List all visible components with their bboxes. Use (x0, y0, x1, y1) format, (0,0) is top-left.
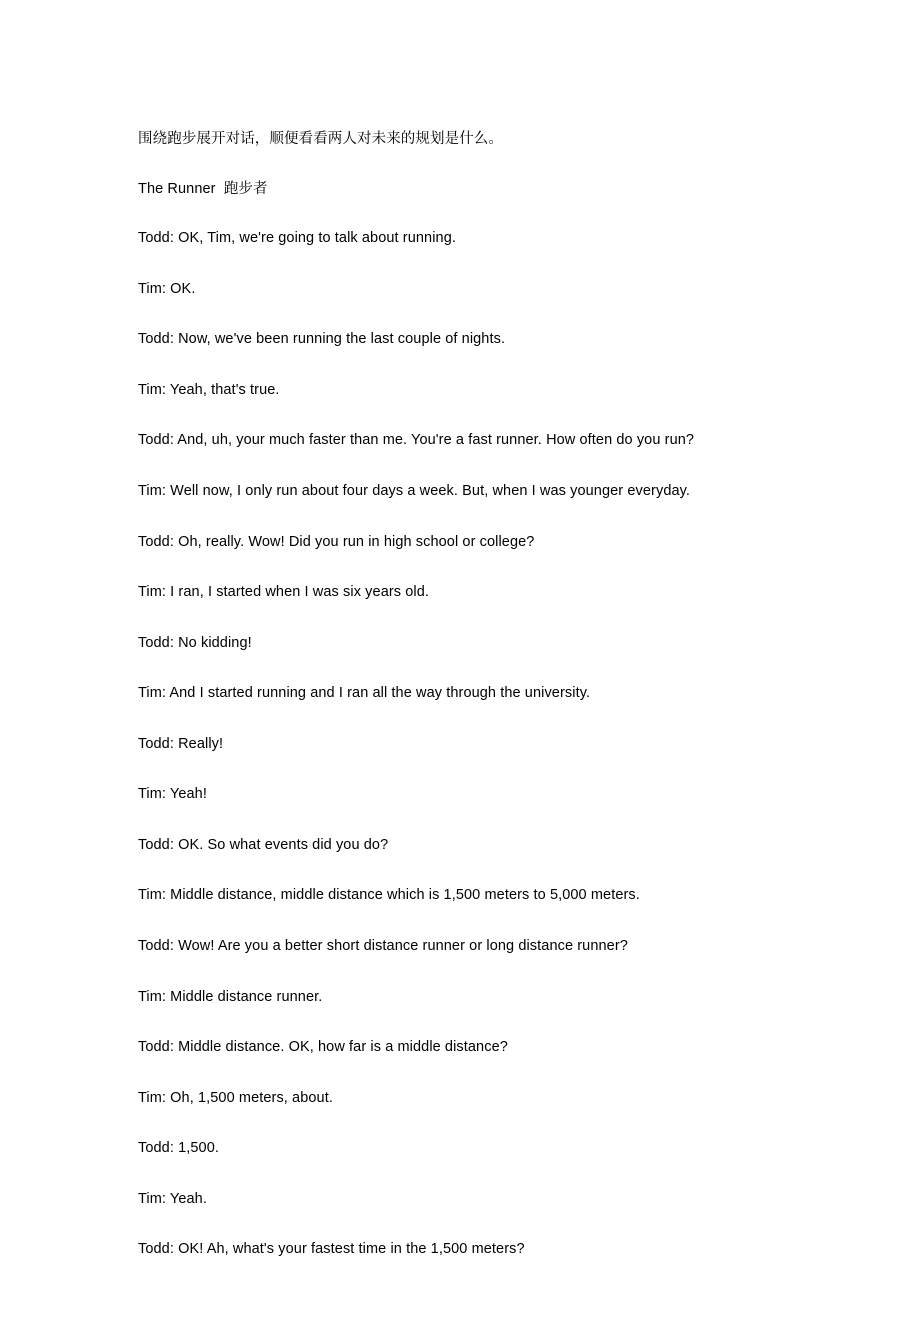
dialogue-line: Tim: Yeah. (138, 1190, 207, 1207)
intro-paragraph: 围绕跑步展开对话，顺便看看两人对未来的规划是什么。 (138, 131, 503, 147)
dialogue-line: Todd: Middle distance. OK, how far is a middle distance? (138, 1039, 508, 1056)
dialogue-line: Tim: Oh, 1,500 meters, about. (138, 1089, 333, 1106)
dialogue-line: Todd: OK, Tim, we're going to talk about running. (138, 230, 456, 247)
dialogue-line: Tim: Well now, I only run about four days a week. But, when I was younger everyday. (138, 482, 691, 499)
document-title: The Runner 跑步者 (138, 180, 268, 197)
dialogue-line: Todd: OK. So what events did you do? (138, 836, 389, 853)
dialogue-line: Tim: Middle distance runner. (138, 988, 323, 1005)
dialogue-line: Todd: Oh, really. Wow! Did you run in high school or college? (138, 533, 535, 550)
dialogue-line: Todd: Wow! Are you a better short distance runner or long distance runner? (138, 938, 628, 954)
dialogue-line: Tim: I ran, I started when I was six years old. (138, 584, 430, 601)
dialogue-line: Tim: Yeah, that's true. (138, 381, 280, 398)
dialogue-line: Todd: OK! Ah, what's your fastest time in the 1,500 meters? (138, 1241, 525, 1258)
dialogue-line: Tim: OK. (138, 280, 196, 297)
dialogue-line: Tim: Middle distance, middle distance which is 1,500 meters to 5,000 meters. (138, 887, 640, 904)
dialogue-line: Todd: Now, we've been running the last couple of nights. (138, 331, 506, 348)
dialogue-line: Tim: And I started running and I ran all the way through the university. (138, 685, 591, 702)
dialogue-body (138, 229, 770, 1260)
dialogue-line: Todd: 1,500. (138, 1140, 220, 1157)
dialogue-line: Todd: Really! (138, 735, 224, 752)
dialogue-line: Todd: And, uh, your much faster than me. You're a fast runner. How often do you run? (138, 432, 695, 449)
dialogue-line: Todd: No kidding! (138, 634, 252, 651)
dialogue-line: Tim: Yeah! (138, 786, 207, 803)
